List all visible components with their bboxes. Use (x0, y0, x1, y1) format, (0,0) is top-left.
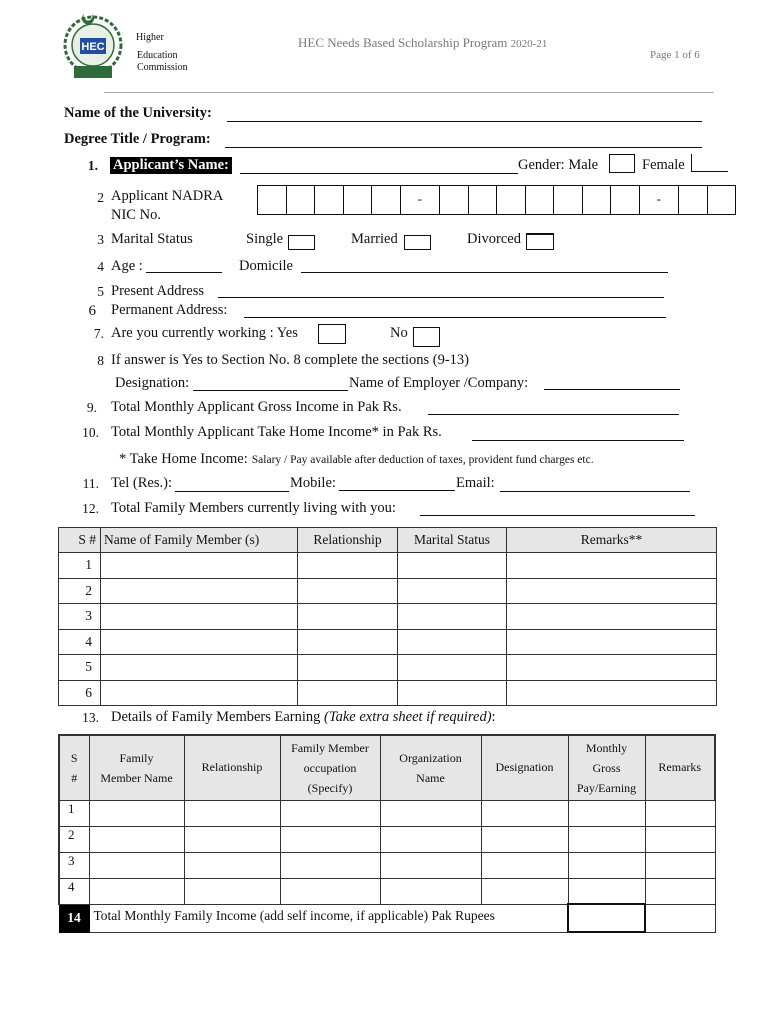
email-label: Email: (456, 475, 495, 491)
nic-digit-box[interactable] (344, 186, 373, 214)
col-header-family-member-name (89, 735, 184, 800)
cell-input[interactable] (101, 578, 298, 604)
email-field[interactable] (500, 491, 690, 492)
col-header-organization (380, 735, 481, 800)
table-row (59, 604, 717, 630)
present-address-field[interactable] (218, 297, 664, 298)
cell-input[interactable] (398, 578, 507, 604)
gender-male-label: Gender: Male (518, 157, 599, 173)
col-header-monthly-gross-pay (568, 735, 645, 800)
family-members-field[interactable] (420, 515, 695, 516)
cell-input[interactable] (481, 852, 568, 878)
university-field[interactable] (227, 121, 702, 122)
single-checkbox[interactable] (288, 235, 315, 250)
cell-input[interactable] (298, 629, 398, 655)
nic-digit-box[interactable] (526, 186, 555, 214)
row-number: 6 (59, 680, 101, 706)
header-divider (104, 92, 714, 93)
cell-input[interactable] (645, 826, 715, 852)
nic-digit-box[interactable] (287, 186, 316, 214)
sno-hash: # (71, 770, 78, 785)
org-name-line2: Education (137, 50, 178, 61)
q7-number: 7. (93, 326, 104, 341)
col-header-occupation-line1: Family Member (291, 740, 369, 755)
cell-input[interactable] (101, 604, 298, 630)
svg-text:HEC: HEC (81, 41, 105, 53)
cell-input[interactable] (568, 826, 645, 852)
q8-number: 8 (97, 353, 104, 368)
cell-input[interactable] (507, 604, 717, 630)
col-header-name-line2: Member Name (100, 770, 173, 785)
earning-details-text: Details of Family Members Earning (111, 709, 321, 725)
q3-number: 3 (97, 232, 104, 247)
table-row (59, 655, 717, 681)
designation-field[interactable] (193, 390, 348, 391)
married-label: Married (351, 231, 398, 247)
col-header-sno (59, 735, 89, 800)
earning-table-header (59, 735, 715, 800)
nic-digit-box[interactable] (372, 186, 401, 214)
row-number: 1 (59, 800, 89, 826)
total-income-row (59, 904, 715, 932)
cell-input[interactable] (89, 826, 184, 852)
female-checkbox[interactable] (691, 154, 728, 172)
nic-label-line1: Applicant NADRA (111, 188, 224, 204)
row-number: 2 (59, 578, 101, 604)
table-row (59, 800, 715, 826)
cell-input[interactable] (481, 878, 568, 904)
row-number: 4 (59, 629, 101, 655)
col-header-organization-line2: Name (416, 770, 445, 785)
take-home-income-label: Total Monthly Applicant Take Home Income* in Pak Rs. (111, 424, 442, 440)
earning-details-note: (Take extra sheet if required) (324, 709, 492, 725)
row-number: 3 (59, 852, 89, 878)
col-header-pay-line2: Gross (592, 760, 621, 775)
currently-working-label: Are you currently working : Yes (111, 325, 298, 341)
cell-input[interactable] (298, 553, 398, 579)
col-header-sno: S # (59, 528, 101, 553)
col-header-designation: Designation (481, 735, 568, 800)
cell-input[interactable] (101, 553, 298, 579)
cell-input[interactable] (184, 826, 280, 852)
program-title (298, 35, 547, 51)
cell-input[interactable] (380, 852, 481, 878)
cell-input[interactable] (184, 878, 280, 904)
row-number: 1 (59, 553, 101, 579)
gross-income-field[interactable] (428, 414, 679, 415)
table-row (59, 680, 717, 706)
cell-input[interactable] (645, 852, 715, 878)
gross-income-label: Total Monthly Applicant Gross Income in Pak Rs. (111, 399, 402, 415)
cell-input[interactable] (398, 655, 507, 681)
working-yes-checkbox[interactable] (318, 324, 346, 344)
program-year: 2020-21 (510, 38, 548, 50)
total-income-field[interactable] (568, 904, 645, 932)
nic-digit-box[interactable] (583, 186, 612, 214)
q6-number: 6 (88, 303, 96, 319)
cell-input[interactable] (398, 604, 507, 630)
cell-input[interactable] (298, 578, 398, 604)
q14-number: 14 (59, 904, 89, 932)
col-header-marital-status: Marital Status (398, 528, 507, 553)
cell-input[interactable] (481, 800, 568, 826)
row-number: 5 (59, 655, 101, 681)
cell-input[interactable] (380, 800, 481, 826)
present-address-label: Present Address (111, 283, 205, 299)
q11-number: 11. (82, 476, 99, 491)
q1-number: 1. (87, 158, 98, 173)
cell-input[interactable] (184, 800, 280, 826)
degree-field[interactable] (225, 147, 702, 148)
family-members-label: Total Family Members currently living with you: (111, 500, 396, 516)
take-home-income-field[interactable] (472, 440, 684, 441)
nic-digit-box[interactable] (258, 186, 287, 214)
cell-input[interactable] (507, 553, 717, 579)
cell-input[interactable] (507, 578, 717, 604)
nic-digit-box[interactable] (469, 186, 498, 214)
mobile-field[interactable] (339, 490, 455, 491)
tel-label: Tel (Res.): (111, 475, 172, 491)
q2-number: 2 (97, 190, 104, 205)
row-number: 2 (59, 826, 89, 852)
cell-input[interactable] (507, 629, 717, 655)
divorced-checkbox[interactable] (526, 233, 554, 250)
cell-input[interactable] (89, 878, 184, 904)
col-header-pay-line1: Monthly (585, 740, 628, 755)
cell-input[interactable] (298, 655, 398, 681)
table-row (59, 629, 717, 655)
q5-number: 5 (97, 284, 104, 299)
domicile-field[interactable] (301, 272, 668, 273)
cell-input[interactable] (645, 878, 715, 904)
table-row (59, 852, 715, 878)
family-table-header (59, 528, 717, 553)
marital-status-label: Marital Status (111, 231, 193, 247)
q10-number: 10. (82, 425, 99, 440)
domicile-label: Domicile (239, 258, 293, 274)
table-row (59, 878, 715, 904)
cell-input[interactable] (380, 826, 481, 852)
q8-instruction: If answer is Yes to Section No. 8 complete the sections (9-13) (111, 352, 470, 368)
working-no-label: No (390, 325, 408, 341)
org-name-line1: Higher (136, 32, 164, 43)
row-number: 4 (59, 878, 89, 904)
sno-s: S (70, 750, 78, 765)
nic-digit-box[interactable] (611, 186, 640, 214)
page-indicator: Page 1 of 6 (650, 49, 700, 61)
working-no-checkbox[interactable] (413, 327, 440, 347)
cell-input[interactable] (101, 655, 298, 681)
table-row (59, 826, 715, 852)
nic-digit-box[interactable] (315, 186, 344, 214)
cell-input[interactable] (101, 629, 298, 655)
nic-digit-box[interactable] (440, 186, 469, 214)
cell-input[interactable] (101, 680, 298, 706)
cell-input[interactable] (398, 629, 507, 655)
take-home-note-text: Salary / Pay available after deduction of taxes, provident fund charges etc. (251, 454, 594, 466)
table-row (59, 553, 717, 579)
mobile-label: Mobile: (290, 475, 336, 491)
nic-label-line2: NIC No. (111, 207, 161, 223)
degree-label: Degree Title / Program: (64, 131, 211, 147)
cell-input[interactable] (89, 852, 184, 878)
cell-input[interactable] (398, 553, 507, 579)
q9-number: 9. (86, 400, 97, 415)
married-checkbox[interactable] (404, 235, 431, 250)
table-row (59, 578, 717, 604)
cell-input[interactable] (380, 878, 481, 904)
cell-input[interactable] (481, 826, 568, 852)
applicant-name-label: Applicant’s Name: (110, 157, 232, 174)
university-label: Name of the University: (64, 105, 212, 121)
gender-female-label: Female (642, 157, 685, 173)
nic-boxes[interactable] (257, 185, 736, 215)
cell-input[interactable] (89, 800, 184, 826)
program-title-text: HEC Needs Based Scholarship Program (298, 35, 508, 50)
male-checkbox[interactable] (609, 154, 635, 173)
family-members-table (58, 527, 717, 706)
col-header-remarks: Remarks** (507, 528, 717, 553)
age-field[interactable] (146, 272, 222, 273)
col-header-occupation-line3: (Specify) (307, 780, 353, 795)
nic-dash: - (401, 186, 441, 214)
col-header-member-name: Name of Family Member (s) (101, 528, 298, 553)
cell-input[interactable] (568, 800, 645, 826)
cell-input[interactable] (280, 800, 380, 826)
total-income-blank (645, 904, 715, 932)
q4-number: 4 (97, 259, 104, 274)
cell-input[interactable] (568, 878, 645, 904)
nic-dash: - (640, 186, 680, 214)
permanent-address-field[interactable] (244, 317, 666, 318)
cell-input[interactable] (398, 680, 507, 706)
earning-details-label (111, 709, 496, 726)
earning-details-colon: : (491, 709, 496, 725)
permanent-address-label: Permanent Address: (111, 302, 228, 318)
employer-label: Name of Employer /Company: (349, 375, 529, 391)
take-home-note (119, 450, 594, 468)
single-label: Single (246, 231, 284, 247)
q13-number: 13. (82, 710, 99, 725)
col-header-name-line1: Family (119, 750, 154, 765)
cell-input[interactable] (280, 826, 380, 852)
cell-input[interactable] (280, 878, 380, 904)
nic-digit-box[interactable] (497, 186, 526, 214)
employer-field[interactable] (544, 389, 680, 390)
col-header-relationship: Relationship (184, 735, 280, 800)
nic-digit-box[interactable] (708, 186, 736, 214)
org-name-line3: Commission (137, 62, 188, 73)
designation-label: Designation: (115, 375, 190, 391)
row-number: 3 (59, 604, 101, 630)
cell-input[interactable] (568, 852, 645, 878)
col-header-occupation-line2: occupation (303, 760, 357, 775)
col-header-pay-line3: Pay/Earning (576, 780, 637, 795)
nic-digit-box[interactable] (554, 186, 583, 214)
divorced-label: Divorced (467, 231, 521, 247)
cell-input[interactable] (645, 800, 715, 826)
col-header-remarks: Remarks (645, 735, 715, 800)
tel-field[interactable] (175, 491, 289, 492)
hec-crest-icon (60, 8, 126, 80)
cell-input[interactable] (507, 680, 717, 706)
q12-number: 12. (82, 501, 99, 516)
cell-input[interactable] (507, 655, 717, 681)
cell-input[interactable] (298, 604, 398, 630)
family-earning-table (58, 734, 716, 933)
col-header-relationship: Relationship (298, 528, 398, 553)
applicant-name-field[interactable] (240, 173, 518, 174)
cell-input[interactable] (280, 852, 380, 878)
take-home-note-prefix: * Take Home Income: (119, 451, 248, 467)
cell-input[interactable] (184, 852, 280, 878)
cell-input[interactable] (298, 680, 398, 706)
col-header-organization-line1: Organization (399, 750, 462, 765)
total-income-label: Total Monthly Family Income (add self income, if applicable) Pak Rupees (89, 904, 568, 932)
age-label: Age : (111, 258, 143, 274)
nic-digit-box[interactable] (679, 186, 708, 214)
col-header-occupation (280, 735, 380, 800)
